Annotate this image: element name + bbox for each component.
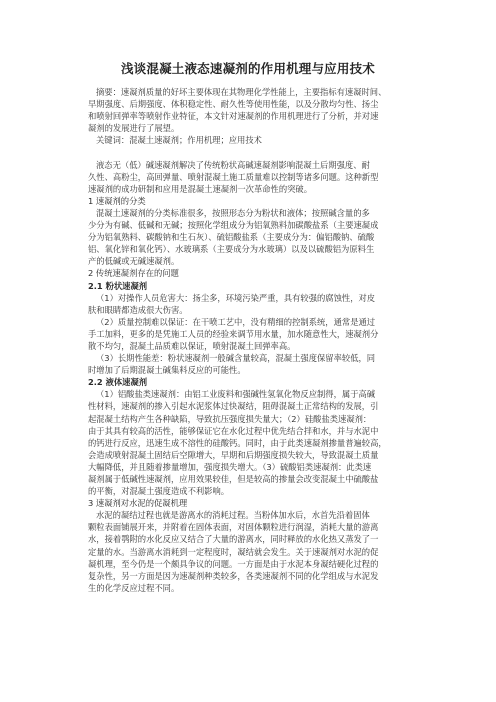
- s22-line: 凝剂属于低碱性速凝剂，应用效果较佳，但是较高的掺量会改变混凝土中硫酸盐: [88, 474, 379, 484]
- subsection-2-1-body: [88, 292, 416, 377]
- s21-line: 时增加了后期混凝土碱集料反应的可能性。: [88, 365, 246, 376]
- spacer: [88, 146, 416, 158]
- s3-line: 凝机理，至今仍是一个颇具争议的问题。一方面是由于水泥本身凝结硬化过程的: [88, 558, 379, 569]
- s1-line: 产的低碱或无碱速凝剂。: [88, 256, 180, 267]
- s3-line: 颗粒表面铺展开来，并附着在固体表面，对固体颗粒进行润湿，消耗大量的游离: [88, 522, 379, 533]
- s1-line: 混凝土速凝剂的分类标准很多，按照形态分为粉状和液体；按照碱含量的多: [96, 207, 370, 218]
- section-1-body: [88, 207, 416, 267]
- s22-line: 由于其具有较高的活性，能够保证它在水化过程中优先结合拌和水，并与水泥中: [88, 425, 379, 436]
- s21-line: 肤和眼睛都造成很大伤害。: [88, 304, 188, 315]
- section-3-body: [88, 509, 416, 594]
- keywords: 关键词：混凝土速凝剂；作用机理；应用技术: [96, 135, 262, 146]
- s22-line: 的钙进行反应，迅速生成不溶性的硅酸钙。同时，由于此类速凝剂掺量普遍较高，: [88, 437, 387, 448]
- intro-line: 速凝剂的成功研制和应用是混凝土速凝剂一次革命性的突破。: [88, 183, 313, 194]
- s22-line: 会造成喷射混凝土固结后空隙增大，早期和后期强度损失较大，导致混凝土质量: [88, 449, 379, 460]
- s3-line: 水，接着鹗附的水化反应又结合了大量的游离水，同时释放的水化热又蒸发了一: [88, 534, 379, 545]
- s1-line: 铝、氧化锌和氧化钙）、水玻璃系（主要成分为水玻璃）以及以硫酸铝为原料生: [88, 244, 375, 255]
- abstract-line: 摘要：速凝剂质量的好坏主要体现在其物理化学性能上，主要指标有速凝时间、: [96, 87, 387, 97]
- s22-line: 的平衡，对混凝土强度造成不利影响。: [88, 486, 230, 497]
- abstract-line: 早期强度、后期强度、体积稳定性、耐久性等使用性能，以及分散均匀性、扬尘: [88, 99, 379, 110]
- section-heading-3: 3 速凝剂对水泥的促凝机理: [88, 498, 188, 509]
- s22-line: （1）铝酸盐类速凝剂：由铝工业废料和强碱性氢氧化物反应制得，属于高碱: [96, 389, 376, 400]
- section-heading-2: 2 传统速凝剂存在的问题: [88, 268, 179, 279]
- abstract-line: 凝剂的发展进行了展望。: [88, 123, 180, 134]
- s21-line: 手工加料，更多的是凭施工人员的经验来调节用水量，加水随意性大，速凝剂分: [88, 328, 379, 339]
- s21-line: 散不均匀，混凝土品质难以保证，喷射混凝土回弹率高。: [88, 340, 296, 351]
- section-heading-1: 1 速凝剂的分类: [88, 195, 146, 206]
- s3-line: 复杂性，另一方面是因为速凝剂种类较多，各类速凝剂不同的化学组成与水泥发: [88, 570, 379, 581]
- page-title: 浅谈混凝土液态速凝剂的作用机理与应用技术: [120, 61, 375, 76]
- s1-line: 分为铝氧熟料、碳酸钠和生石灰）、硫铝酸盐系（主要成分为：偏铝酸钠、硫酸: [88, 232, 375, 243]
- s22-line: 性材料，速凝剂的掺入引起水泥浆体过快凝结，阻碍混凝土正常结构的发展，引: [88, 401, 379, 412]
- s3-line: 水泥的凝结过程也就是游离水的消耗过程。当粉体加水后，水首先沿着固体: [96, 510, 370, 521]
- subsection-heading-2-2: 2.2 液体速凝剂: [88, 377, 148, 388]
- subsection-2-2-body: [88, 388, 416, 497]
- s22-line: 起混凝土结构产生各种缺陷，导致抗压强度损失量大；（2）硅酸盐类速凝剂：: [88, 413, 372, 424]
- s22-line: 大幅降低，并且随着掺量增加，强度损失增大。（3）硫酸铝类速凝剂：此类速: [88, 461, 372, 472]
- s3-line: 定量的水。当游离水消耗到一定程度时，凝结就会发生。关于速凝剂对水泥的促: [88, 546, 379, 557]
- s1-line: 少分为有碱、低碱和无碱；按照化学组成分为铝氧熟料加碳酸盐系（主要速凝成: [88, 220, 379, 231]
- s21-line: （1）对操作人员危害大：扬尘多，环境污染严重，具有较强的腐蚀性，对皮: [96, 292, 376, 303]
- article-body: [88, 86, 416, 594]
- intro-line: 液态无（低）碱速凝剂解决了传统粉状高碱速凝剂影响混凝土后期强度、耐: [96, 159, 370, 170]
- s3-line: 生的化学反应过程不同。: [88, 582, 180, 593]
- introduction: [88, 159, 416, 195]
- s21-line: （2）质量控制难以保证：在干喷工艺中，没有精细的控制系统，通常是通过: [96, 316, 376, 327]
- subsection-heading-2-1: 2.1 粉状速凝剂: [88, 280, 148, 291]
- abstract-line: 和喷射回弹率等喷射作业特征，本文针对速凝剂的作用机理进行了分析，并对速: [88, 111, 379, 122]
- s21-line: （3）长期性能差：粉状速凝剂一般碱含量较高，混凝土强度保留率较低，同: [96, 353, 376, 364]
- abstract: [88, 86, 416, 134]
- intro-line: 久性、高粉尘，高回弹量、喷射混凝土施工质量难以控制等诸多问题。这种新型: [88, 171, 379, 182]
